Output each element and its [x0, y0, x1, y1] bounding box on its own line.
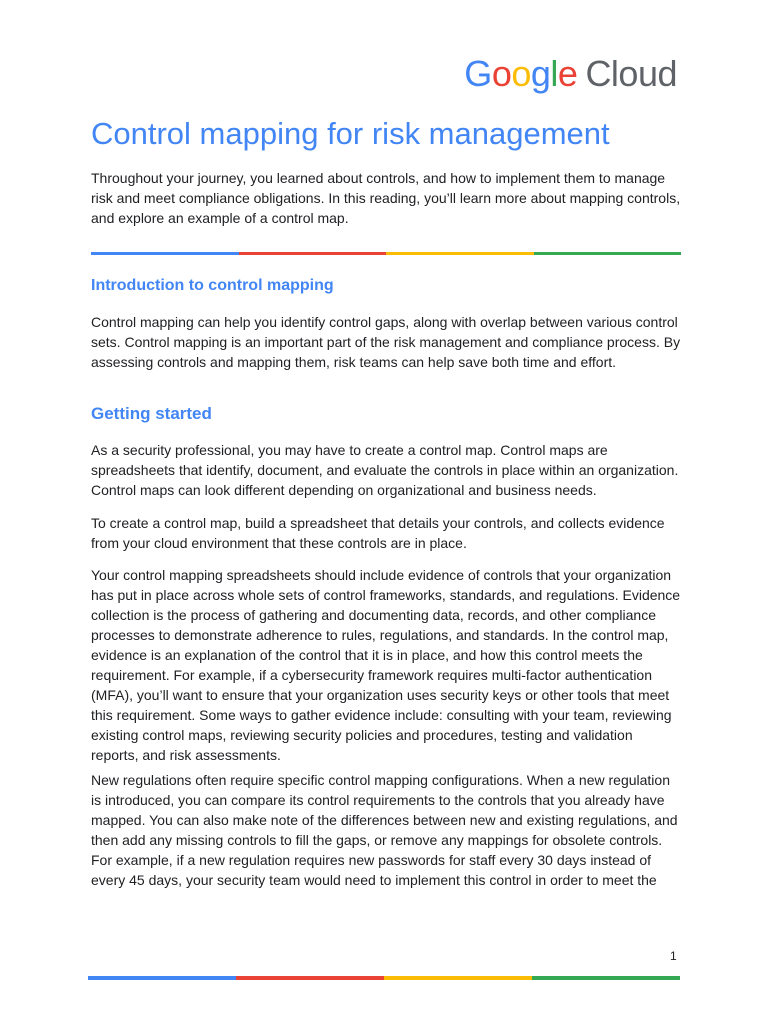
- divider-segment-yellow: [386, 252, 534, 255]
- divider-segment-green: [532, 976, 680, 980]
- divider-segment-red: [239, 252, 387, 255]
- logo-letter: e: [557, 53, 578, 94]
- logo-letter: o: [511, 53, 531, 94]
- page-title: Control mapping for risk management: [91, 116, 610, 151]
- divider-segment-red: [236, 976, 384, 980]
- paragraph-create-map: [91, 513, 681, 553]
- paragraph: Control mapping can help you identify control gaps, along with overlap between various control sets. Control mapping is an important part of the risk management and compliance process. By assessing controls and mapping them, risk teams can help save both time and effort.: [91, 314, 681, 370]
- logo-letter: G: [464, 53, 492, 94]
- color-divider: [91, 252, 681, 255]
- google-cloud-logo: [464, 54, 677, 94]
- divider-segment-green: [534, 252, 682, 255]
- paragraph-control-maps: [91, 440, 681, 500]
- logo-product-name: Cloud: [585, 53, 677, 94]
- divider-segment-blue: [91, 252, 239, 255]
- logo-letter: l: [550, 53, 558, 94]
- logo-letter: g: [530, 53, 551, 94]
- paragraph: As a security professional, you may have to create a control map. Control maps are spreadsheets that identify, document, and evaluate the controls in place within an organization. Control maps can look different depending on organizational and business needs.: [91, 442, 679, 498]
- paragraph: Your control mapping spreadsheets should include evidence of controls that your organization has put in place across whole sets of control frameworks, standards, and regulations. Evidence collection is the process of gathering and documenting data, records, and other compliance processes to demonstrate adherence to rules, regulations, and standards. In the control map, evidence is an explanation of the control that it is in place, and how this control meets the requirement. For example, if a cybersecurity framework requires multi-factor authentication (MFA), you’ll want to ensure that your organization uses security keys or other tools that meet this requirement. Some ways to gather evidence include: consulting with your team, reviewing existing control maps, reviewing security policies and procedures, testing and validation reports, and risk assessments.: [91, 567, 681, 763]
- logo-letter: o: [491, 53, 512, 94]
- section-heading-getting-started: Getting started: [91, 404, 212, 423]
- section-introduction-body: [91, 312, 681, 372]
- paragraph: New regulations often require specific control mapping configurations. When a new regulation is introduced, you can compare its control requirements to the controls that you already have mapped. You can also make note of the differences between new and existing regulations, and then add any missing controls to fill the gaps, or remove any mappings for obsolete controls. For example, if a new regulation requires new passwords for staff every 30 days instead of every 45 days, your security team would need to implement this control in order to meet the: [91, 772, 678, 888]
- divider-segment-blue: [88, 976, 236, 980]
- section-heading-introduction: Introduction to control mapping: [91, 277, 334, 294]
- divider-segment-yellow: [384, 976, 532, 980]
- footer-color-divider: [88, 976, 680, 980]
- intro-text: Throughout your journey, you learned about controls, and how to implement them to manage risk and meet compliance obligations. In this reading, you’ll learn more about mapping controls, and explore an example of a control map.: [91, 170, 681, 226]
- intro-paragraph: [91, 168, 681, 228]
- paragraph-evidence: [91, 565, 681, 765]
- paragraph: To create a control map, build a spreadsheet that details your controls, and collects evidence from your cloud environment that these controls are in place.: [91, 515, 665, 551]
- paragraph-new-regulations: [91, 770, 681, 890]
- page-number: 1: [670, 949, 677, 963]
